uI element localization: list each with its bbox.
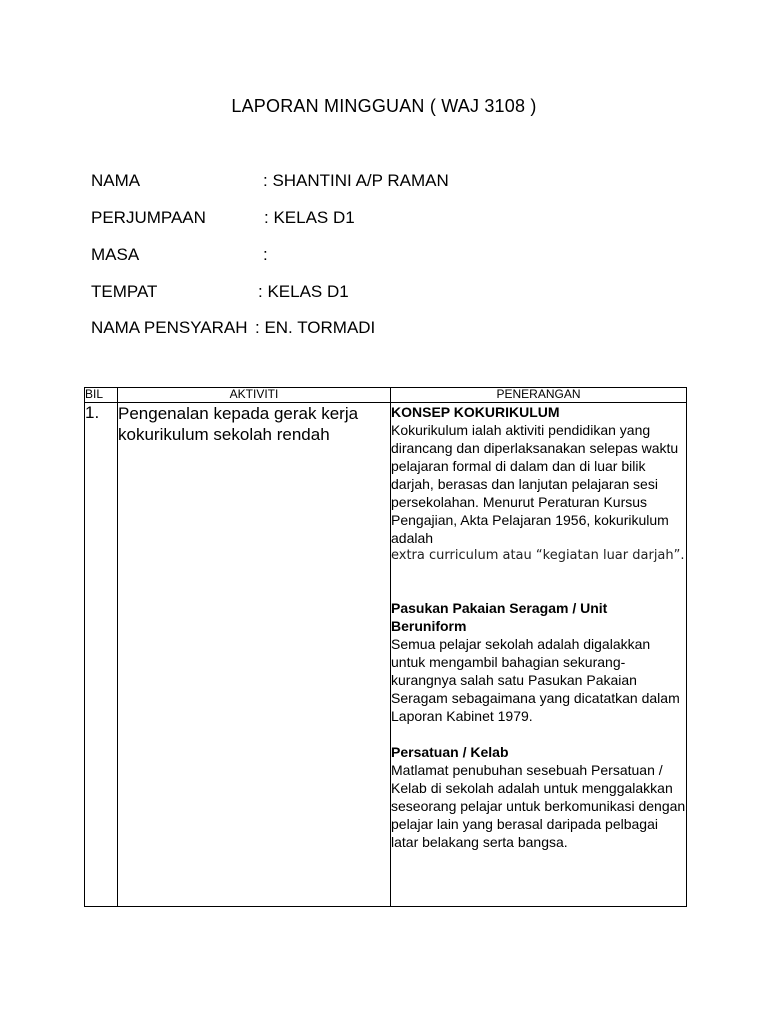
header-aktiviti: AKTIVITI [118, 388, 391, 403]
row-number: 1. [85, 403, 118, 907]
info-value: : EN. TORMADI [255, 318, 376, 337]
info-value: : KELAS D1 [264, 208, 355, 227]
info-label: MASA [91, 245, 140, 264]
table-row [85, 403, 687, 907]
table-header-row [85, 388, 687, 403]
info-label: NAMA PENSYARAH [91, 318, 248, 337]
section-body-konsep: Kokurikulum ialah aktiviti pendidikan yang dirancang dan diperlaksanakan selepas waktu pelajaran formal di dalam dan di luar bilik darjah, berasas dan lanjutan pelajaran sesi persekolahan. Menurut Peraturan Kursus Pengajian, Akta Pelajaran 1956, kokurikulum adalah [391, 422, 679, 546]
section-heading-pasukan: Pasukan Pakaian Seragam / Unit Beruniform [391, 600, 608, 634]
header-bil: BIL [85, 388, 118, 403]
info-value: : [263, 245, 268, 264]
section-body-pasukan: Semua pelajar sekolah adalah digalakkan untuk mengambil bahagian sekurang-kurangnya salah satu Pasukan Pakaian Seragam sebagaimana yang dicatatkan dalam Laporan Kabinet 1979. [391, 636, 680, 724]
document-title: LAPORAN MINGGUAN ( WAJ 3108 ) [231, 96, 537, 116]
header-penerangan: PENERANGAN [391, 388, 687, 403]
section-body-persatuan: Matlamat penubuhan sesebuah Persatuan / Kelab di sekolah adalah untuk menggalakkan seseorang pelajar untuk berkomunikasi dengan pelajar lain yang berasal daripada pelbagai latar belakang serta bangsa. [391, 762, 686, 850]
activity-description: Pengenalan kepada gerak kerja kokurikulum sekolah rendah [118, 403, 391, 907]
info-label: NAMA [91, 171, 141, 190]
info-label: PERJUMPAAN [91, 208, 206, 227]
explanation-cell [391, 403, 687, 907]
section-body-konsep-extra: extra curriculum atau “kegiatan luar darjah”. [391, 548, 685, 563]
info-label: TEMPAT [91, 282, 158, 301]
section-heading-persatuan: Persatuan / Kelab [391, 744, 509, 760]
info-value: : KELAS D1 [258, 282, 349, 301]
activity-table [84, 387, 687, 907]
section-heading-konsep: KONSEP KOKURIKULUM [391, 404, 560, 420]
info-value: : SHANTINI A/P RAMAN [263, 171, 449, 190]
